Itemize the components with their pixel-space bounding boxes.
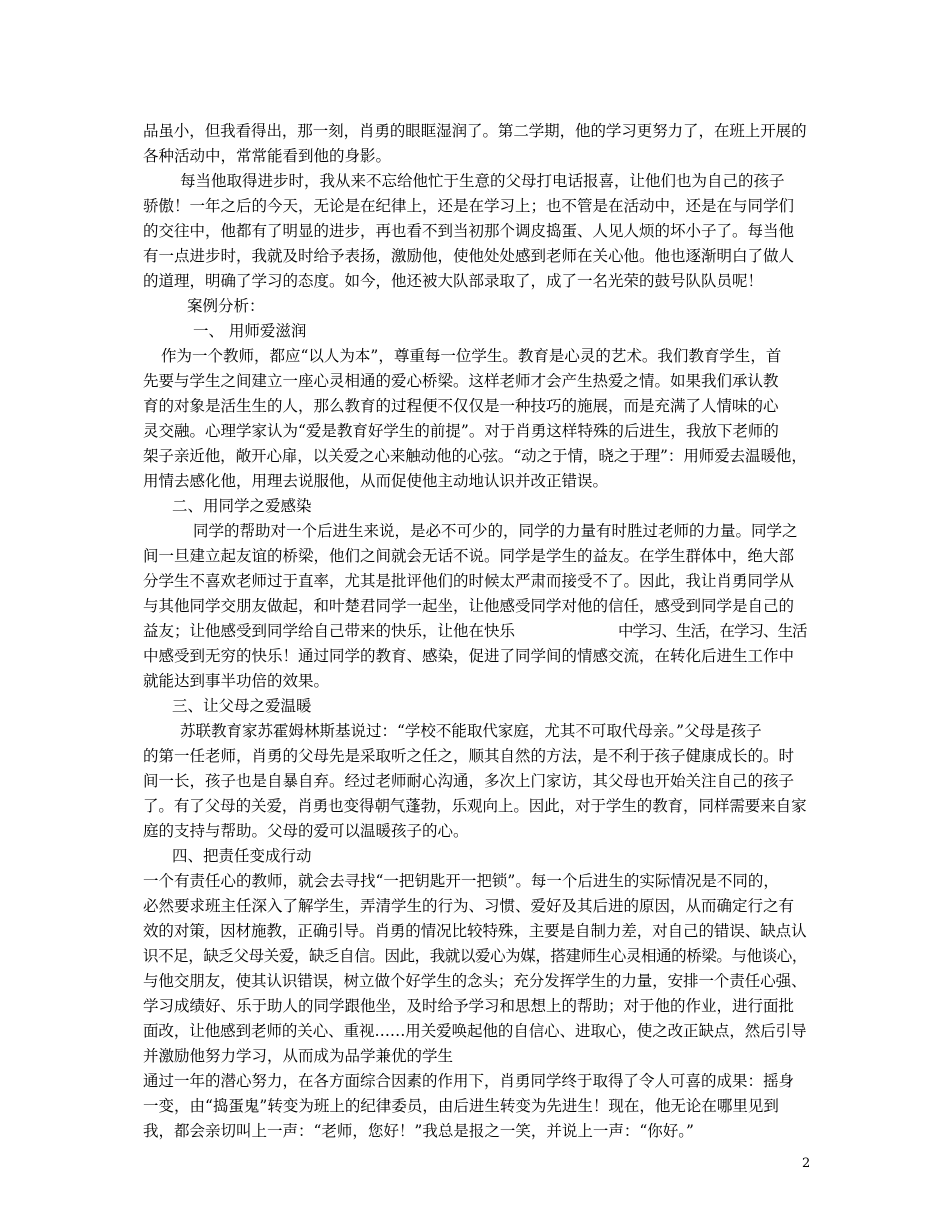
text-line: 品虽小，但我看得出，那一刻，肖勇的眼眶湿润了。第二学期，他的学习更努力了，在班上开展的 (143, 122, 807, 140)
text-line: 识不足，缺乏父母关爱，缺乏自信。因此，我就以爱心为媒，搭建师生心灵相通的桥梁。与他谈心， (143, 947, 807, 965)
text-line: 就能达到事半功倍的效果。 (143, 672, 330, 690)
text-line: 面改，让他感到老师的关心、重视……用关爱唤起他的自信心、进取心，使之改正缺点，然后引导 (143, 1022, 807, 1040)
text-line: 作为一个教师，都应“以人为本”，尊重每一位学生。教育是心灵的艺术。我们教育学生，首 (161, 347, 782, 365)
text-line: 先要与学生之间建立一座心灵相通的爱心桥梁。这样老师才会产生热爱之情。如果我们承认教 (143, 372, 779, 390)
text-line: 各种活动中，常常能看到他的身影。 (143, 147, 392, 165)
text-line: 一变，由“捣蛋鬼”转变为班上的纪律委员，由后进生转变为先进生！现在，他无论在哪里见到 (143, 1097, 779, 1115)
text-line: 间一旦建立起友谊的桥梁，他们之间就会无话不说。同学是学生的益友。在学生群体中，绝大部 (143, 547, 795, 565)
text-line: 有一点进步时，我就及时给予表扬，激励他，使他处处感到老师在关心他。他也逐渐明白了做人 (143, 247, 795, 265)
text-line: 用情去感化他，用理去说服他，从而促使他主动地认识并改正错误。 (143, 472, 609, 490)
text-line: 我，都会亲切叫上一声：“老师，您好！”我总是报之一笑，并说上一声：“你好。” (143, 1122, 694, 1140)
text-line: 分学生不喜欢老师过于直率，尤其是批评他们的时候太严肃而接受不了。因此，我让肖勇同学从 (143, 572, 795, 590)
text-line: 同学的帮助对一个后进生来说，是必不可少的，同学的力量有时胜过老师的力量。同学之 (193, 522, 798, 540)
text-line: 灵交融。心理学家认为“爱是教育好学生的前提”。对于肖勇这样特殊的后进生，我放下老师的 (143, 422, 779, 440)
text-line: 的道理，明确了学习的态度。如今，他还被大队部录取了，成了一名光荣的鼓号队队员呢！ (143, 272, 764, 290)
text-line: 效的对策，因材施教，正确引导。肖勇的情况比较特殊，主要是自制力差，对自己的错误、缺点认 (143, 922, 807, 940)
text-line: 益友；让他感受到同学给自己带来的快乐，让他在快乐 (143, 622, 516, 640)
section-heading: 四、把责任变成行动 (172, 847, 312, 865)
page-number: 2 (802, 1156, 811, 1171)
text-line: 中感受到无穷的快乐！通过同学的教育、感染，促进了同学间的情感交流，在转化后进生工作中 (143, 647, 795, 665)
section-heading: 案例分析： (187, 297, 265, 315)
text-line: 与他交朋友，使其认识错误，树立做个好学生的念头；充分发挥学生的力量，安排一个责任心强、 (143, 972, 807, 990)
section-heading: 一、 用师爱滋润 (193, 322, 307, 340)
text-line: 并激励他努力学习，从而成为品学兼优的学生 (143, 1047, 454, 1065)
text-line: 必然要求班主任深入了解学生，弄清学生的行为、习惯、爱好及其后进的原因，从而确定行之有 (143, 897, 795, 915)
text-line: 架子亲近他，敞开心扉，以关爱之心来触动他的心弦。“动之于情，晓之于理”：用师爱去温暖他， (143, 447, 807, 465)
text-line: 育的对象是活生生的人，那么教育的过程便不仅仅是一种技巧的施展，而是充满了人情味的心 (143, 397, 779, 415)
text-line: 学习成绩好、乐于助人的同学跟他坐，及时给予学习和思想上的帮助；对于他的作业，进行面批 (143, 997, 795, 1015)
text-line: 了。有了父母的关爱，肖勇也变得朝气蓬勃，乐观向上。因此，对于学生的教育，同样需要来自家 (143, 797, 807, 815)
text-line: 每当他取得进步时，我从来不忘给他忙于生意的父母打电话报喜，让他们也为自己的孩子 (180, 172, 785, 190)
text-line: 骄傲！一年之后的今天，无论是在纪律上，还是在学习上；也不管是在活动中，还是在与同学们 (143, 197, 795, 215)
text-line: 一个有责任心的教师，就会去寻找“一把钥匙开一把锁”。每一个后进生的实际情况是不同的， (143, 872, 779, 890)
section-heading: 二、用同学之爱感染 (172, 497, 312, 515)
text-line: 的第一任老师，肖勇的父母先是采取听之任之，顺其自然的方法，是不利于孩子健康成长的。时 (143, 747, 795, 765)
text-line: 间一长，孩子也是自暴自弃。经过老师耐心沟通，多次上门家访，其父母也开始关注自己的孩子 (143, 772, 795, 790)
section-heading: 三、让父母之爱温暖 (172, 697, 312, 715)
text-line: 通过一年的潜心努力，在各方面综合因素的作用下，肖勇同学终于取得了令人可喜的成果：摇身 (143, 1072, 795, 1090)
text-line: 苏联教育家苏霍姆林斯基说过：“学校不能取代家庭，尤其不可取代母亲。”父母是孩子 (180, 722, 762, 740)
text-line: 庭的支持与帮助。父母的爱可以温暖孩子的心。 (143, 822, 469, 840)
text-line: 与其他同学交朋友做起，和叶楚君同学一起坐，让他感受同学对他的信任，感受到同学是自己的 (143, 597, 795, 615)
text-line-continued: 中学习、生活，在学习、生活 (618, 622, 807, 640)
text-line: 的交往中，他都有了明显的进步，再也看不到当初那个调皮捣蛋、人见人烦的坏小子了。每当他 (143, 222, 795, 240)
